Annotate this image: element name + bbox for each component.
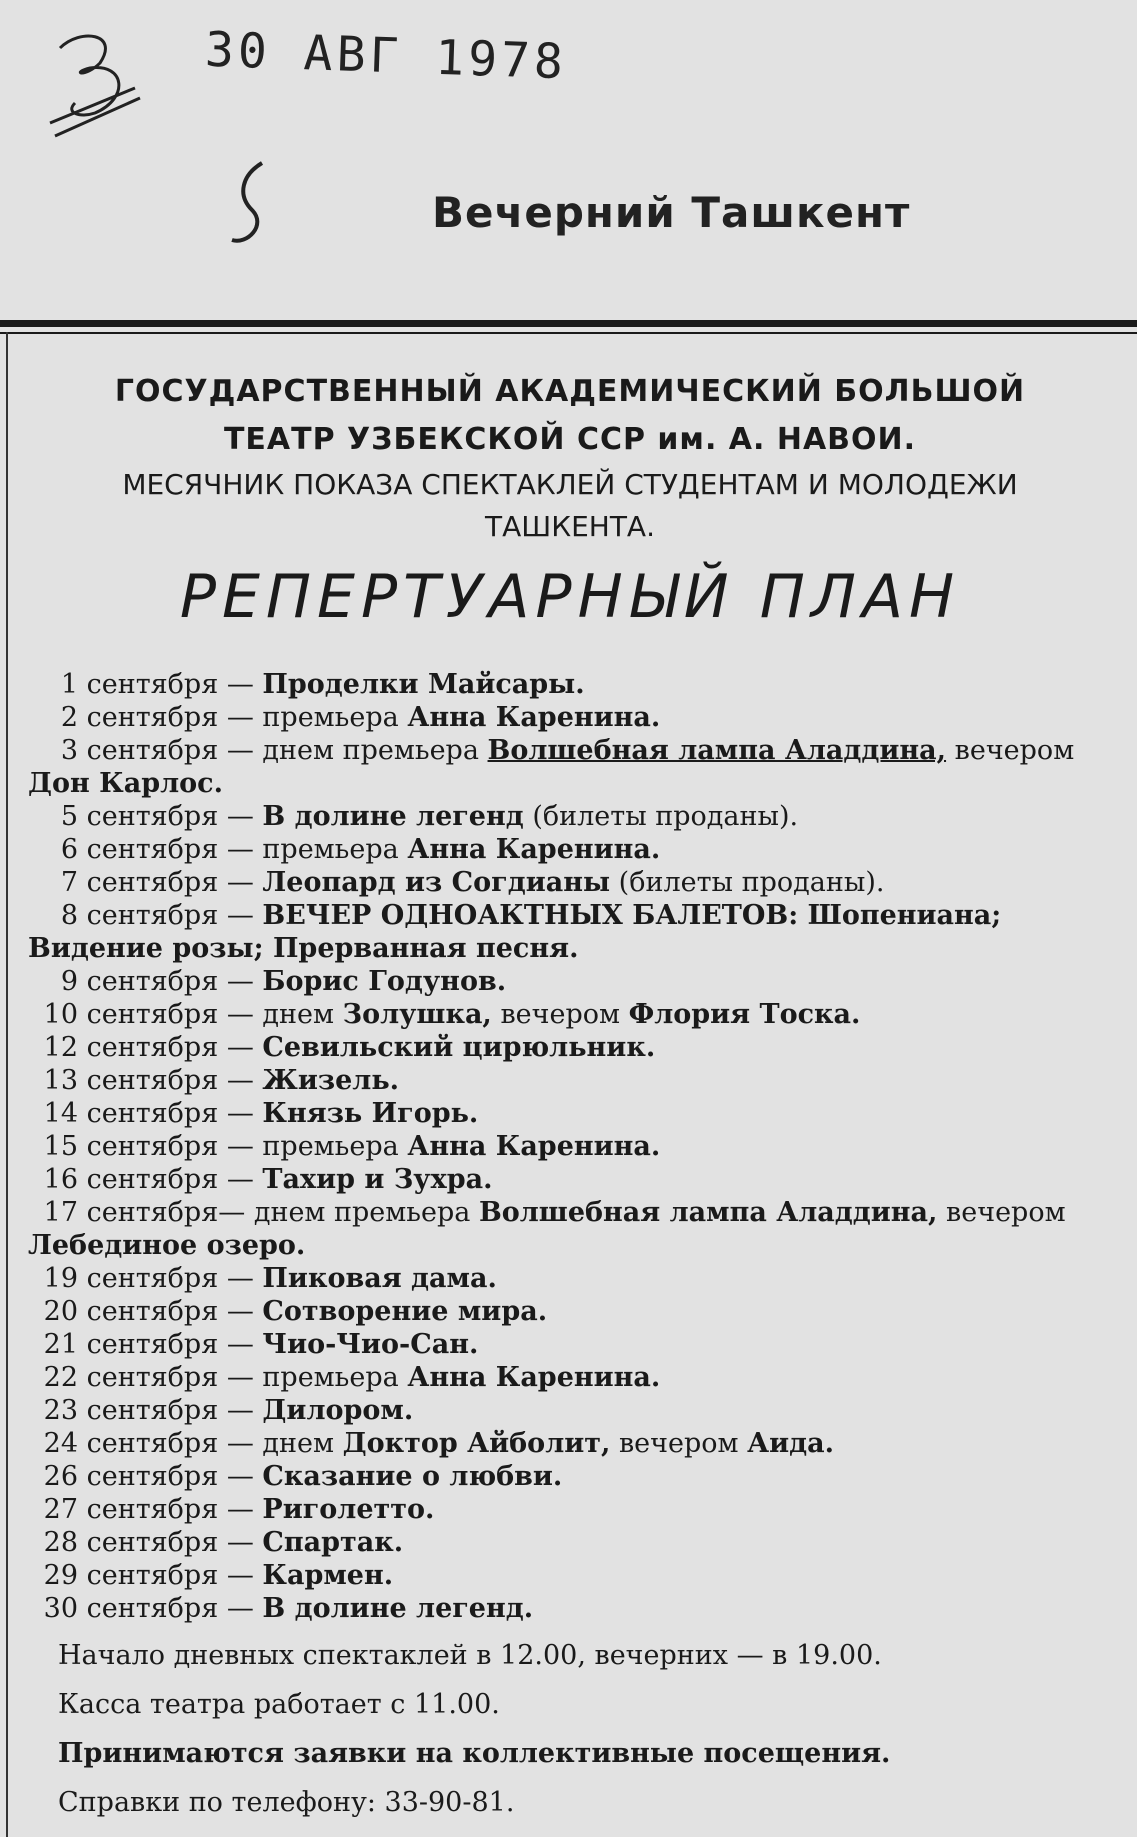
start-times: Начало дневных спектаклей в 12.00, вечерних — в 19.00.: [58, 1640, 882, 1671]
schedule-row: [28, 1163, 1123, 1196]
performance-title: Князь Игорь.: [262, 1098, 479, 1129]
schedule-day: 22: [43, 1362, 78, 1393]
schedule-month: сентября —: [86, 702, 254, 733]
performance-title: Золушка,: [342, 999, 492, 1030]
schedule-note: вечером: [954, 735, 1075, 766]
schedule-note: вечером: [618, 1428, 739, 1459]
schedule-month: сентября —: [86, 1362, 254, 1393]
schedule-row: [28, 1262, 1123, 1295]
schedule-month: сентября —: [86, 1296, 254, 1327]
schedule-month: сентября —: [86, 1428, 254, 1459]
schedule-row: [28, 701, 1123, 734]
schedule-day: 10: [43, 999, 78, 1030]
schedule-month: сентября —: [86, 669, 254, 700]
performance-title: Анна Каренина.: [407, 834, 661, 865]
frame-border: [6, 332, 8, 1837]
schedule-month: сентября —: [86, 1527, 254, 1558]
performance-title: Волшебная лампа Аладдина,: [487, 735, 947, 766]
schedule-day: 23: [43, 1395, 78, 1426]
performance-title: Проделки Майсары.: [262, 669, 585, 700]
schedule-row: [28, 965, 1123, 998]
schedule-row: [28, 833, 1123, 866]
performance-title: Севильский цирюльник.: [262, 1032, 656, 1063]
phone-info: Справки по телефону: 33-90-81.: [58, 1787, 515, 1818]
schedule-row: [28, 668, 1123, 701]
schedule-day: 15: [43, 1131, 78, 1162]
schedule-month: сентября —: [86, 1263, 254, 1294]
performance-title: Борис Годунов.: [262, 966, 507, 997]
schedule-row: [28, 734, 1123, 800]
schedule-day: 28: [43, 1527, 78, 1558]
theatre-name-2: ТЕАТР УЗБЕКСКОЙ ССР им. А. НАВОИ.: [223, 422, 917, 457]
schedule-note: днем премьера: [262, 735, 479, 766]
schedule-row: [28, 1295, 1123, 1328]
performance-title: Доктор Айболит,: [342, 1428, 611, 1459]
schedule-month: сентября —: [86, 834, 254, 865]
schedule-day: 6: [60, 834, 78, 865]
schedule-month: сентября —: [86, 1032, 254, 1063]
performance-title: Анна Каренина.: [407, 1362, 661, 1393]
schedule-month: сентября —: [86, 1164, 254, 1195]
schedule-row: [28, 1031, 1123, 1064]
schedule-note: (билеты проданы).: [618, 867, 885, 898]
schedule-day: 9: [60, 966, 78, 997]
schedule-month: сентября —: [86, 1494, 254, 1525]
schedule-note: (билеты проданы).: [532, 801, 799, 832]
footer-notes: [58, 1640, 1118, 1836]
schedule-row: [28, 899, 1123, 965]
schedule-note: днем: [262, 1428, 335, 1459]
performance-title: ВЕЧЕР ОДНОАКТНЫХ БАЛЕТОВ: Шопениана; Видение розы; Прерванная песня.: [28, 900, 1002, 964]
schedule-row: [28, 1427, 1123, 1460]
page-title: РЕПЕРТУАРНЫЙ ПЛАН: [179, 562, 961, 632]
performance-title: Жизель.: [262, 1065, 400, 1096]
performance-title: Пиковая дама.: [262, 1263, 497, 1294]
schedule-note: премьера: [262, 702, 399, 733]
schedule-day: 8: [60, 900, 78, 931]
schedule-row: [28, 1394, 1123, 1427]
schedule-day: 3: [60, 735, 78, 766]
performance-title: Анна Каренина.: [407, 1131, 661, 1162]
subtitle: МЕСЯЧНИК ПОКАЗА СПЕКТАКЛЕЙ СТУДЕНТАМ И МОЛОДЕЖИ: [122, 468, 1018, 501]
performance-title: Кармен.: [262, 1560, 394, 1591]
date-stamp: 30 АВГ 1978: [204, 21, 568, 91]
performance-title: Сказание о любви.: [262, 1461, 563, 1492]
schedule-note: вечером: [500, 999, 620, 1030]
handwritten-mark: [40, 18, 150, 138]
schedule-row: [28, 1361, 1123, 1394]
schedule-row: [28, 1493, 1123, 1526]
schedule-month: сентября —: [86, 735, 254, 766]
schedule-note: днем премьера: [253, 1197, 471, 1228]
schedule-day: 16: [43, 1164, 78, 1195]
schedule-day: 12: [43, 1032, 78, 1063]
schedule-row: [28, 1460, 1123, 1493]
schedule-month: сентября —: [86, 1395, 254, 1426]
schedule-month: сентября —: [86, 867, 254, 898]
schedule-month: сентября —: [86, 1329, 254, 1360]
schedule-day: 2: [60, 702, 78, 733]
performance-title: Спартак.: [262, 1527, 404, 1558]
announcement-header: [20, 368, 1120, 632]
performance-title: Риголетто.: [262, 1494, 435, 1525]
performance-title: Дон Карлос.: [28, 768, 223, 799]
repertoire-schedule: [28, 668, 1123, 1625]
schedule-month: сентября —: [86, 1065, 254, 1096]
box-office-hours: Касса театра работает с 11.00.: [58, 1689, 500, 1720]
schedule-row: [28, 1559, 1123, 1592]
schedule-day: 14: [43, 1098, 78, 1129]
schedule-day: 21: [43, 1329, 78, 1360]
schedule-row: [28, 866, 1123, 899]
schedule-month: сентября —: [86, 1131, 254, 1162]
schedule-month: сентября —: [86, 801, 254, 832]
schedule-row: [28, 998, 1123, 1031]
subtitle-2: ТАШКЕНТА.: [485, 510, 655, 543]
schedule-day: 7: [60, 867, 78, 898]
schedule-month: сентября —: [86, 1461, 254, 1492]
schedule-note: вечером: [946, 1197, 1066, 1228]
performance-title: Тахир и Зухра.: [262, 1164, 493, 1195]
schedule-month: сентября —: [86, 1593, 254, 1624]
schedule-row: [28, 1196, 1123, 1262]
performance-title: Волшебная лампа Аладдина,: [478, 1197, 938, 1228]
schedule-day: 27: [43, 1494, 78, 1525]
schedule-day: 26: [43, 1461, 78, 1492]
schedule-row: [28, 1328, 1123, 1361]
newspaper-name: Вечерний Ташкент: [432, 188, 911, 237]
schedule-note: премьера: [262, 834, 399, 865]
schedule-day: 13: [43, 1065, 78, 1096]
schedule-day: 1: [60, 669, 78, 700]
performance-title: Дилором.: [262, 1395, 414, 1426]
performance-title: Чио-Чио-Сан.: [262, 1329, 479, 1360]
schedule-note: премьера: [262, 1131, 399, 1162]
schedule-row: [28, 1592, 1123, 1625]
schedule-day: 17: [43, 1197, 78, 1228]
group-orders-note: Принимаются заявки на коллективные посещения.: [58, 1738, 891, 1769]
schedule-day: 20: [43, 1296, 78, 1327]
schedule-note: премьера: [262, 1362, 399, 1393]
performance-title: Анна Каренина.: [407, 702, 661, 733]
schedule-day: 30: [43, 1593, 78, 1624]
schedule-month: сентября—: [86, 1197, 246, 1228]
performance-title: Леопард из Согдианы: [262, 867, 611, 898]
schedule-month: сентября —: [86, 999, 254, 1030]
schedule-day: 29: [43, 1560, 78, 1591]
schedule-month: сентября —: [86, 900, 254, 931]
schedule-row: [28, 800, 1123, 833]
schedule-day: 24: [43, 1428, 78, 1459]
performance-title: В долине легенд: [262, 801, 524, 832]
theatre-name: ГОСУДАРСТВЕННЫЙ АКАДЕМИЧЕСКИЙ БОЛЬШОЙ: [114, 374, 1026, 409]
schedule-month: сентября —: [86, 966, 254, 997]
performance-title: Сотворение мира.: [262, 1296, 548, 1327]
schedule-row: [28, 1130, 1123, 1163]
schedule-row: [28, 1064, 1123, 1097]
schedule-day: 19: [43, 1263, 78, 1294]
schedule-row: [28, 1526, 1123, 1559]
schedule-row: [28, 1097, 1123, 1130]
schedule-month: сентября —: [86, 1560, 254, 1591]
performance-title: Флория Тоска.: [628, 999, 861, 1030]
schedule-month: сентября —: [86, 1098, 254, 1129]
divider: [0, 320, 1137, 327]
schedule-day: 5: [60, 801, 78, 832]
handwritten-page-number: [222, 155, 272, 255]
performance-title: В долине легенд.: [262, 1593, 534, 1624]
performance-title: Аида.: [747, 1428, 835, 1459]
performance-title: Лебединое озеро.: [28, 1230, 306, 1261]
divider: [0, 332, 1137, 334]
schedule-note: днем: [262, 999, 335, 1030]
